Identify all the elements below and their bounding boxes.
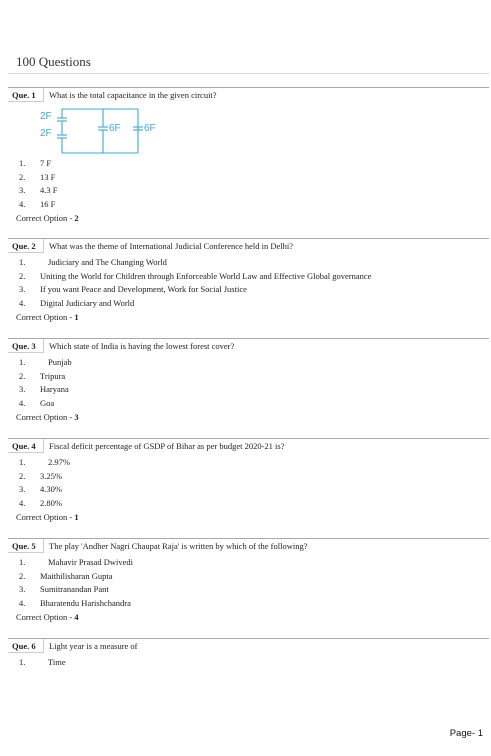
- question-number: Que. 6: [8, 639, 44, 653]
- question-2: [8, 238, 489, 324]
- question-4: [8, 438, 489, 524]
- option: 2. 3.25%: [19, 470, 62, 481]
- option: 3. 4.3 F: [19, 185, 58, 196]
- question-header: [8, 538, 489, 556]
- question-text: Which state of India is having the lowest forest cover?: [49, 341, 235, 351]
- question-text: The play 'Andher Nagri Chaupat Raja' is written by which of the following?: [49, 541, 308, 551]
- page-title: 100 Questions: [16, 54, 91, 69]
- correct-option: Correct Option - 3: [16, 412, 79, 423]
- circuit-diagram: [40, 105, 489, 157]
- option: 2. 13 F: [19, 171, 56, 182]
- question-text: What was the theme of International Judicial Conference held in Delhi?: [49, 241, 294, 251]
- option: 2. Uniting the World for Children through Enforceable World Law and Effective Global governance: [19, 270, 372, 281]
- question-text: Light year is a measure of: [49, 641, 138, 651]
- option: 4. 2.80%: [19, 497, 62, 508]
- option: 2. Maithilisharan Gupta: [19, 570, 113, 581]
- option: 1. Punjab: [19, 357, 72, 367]
- question-number: Que. 5: [8, 539, 44, 553]
- question-6: [8, 638, 489, 670]
- cap-label-1: 2F: [40, 111, 52, 122]
- cap-label-4: 6F: [144, 123, 156, 134]
- option: 2. Tripura: [19, 370, 66, 381]
- question-3: [8, 338, 489, 424]
- question-header: [8, 438, 489, 456]
- title-divider: [8, 73, 489, 74]
- question-header: [8, 338, 489, 356]
- question-5: [8, 538, 489, 624]
- correct-option: Correct Option - 4: [16, 612, 79, 623]
- option: 4. 16 F: [19, 198, 56, 209]
- option: 1. Judiciary and The Changing World: [19, 257, 167, 267]
- question-number: Que. 3: [8, 339, 44, 353]
- circuit-svg: [40, 105, 150, 157]
- option: 1. Time: [19, 657, 66, 667]
- cap-label-3: 6F: [109, 123, 121, 134]
- option: 1. Mahavir Prasad Dwivedi: [19, 557, 133, 567]
- option: 3. If you want Peace and Development, Work for Social Justice: [19, 284, 247, 295]
- correct-option: Correct Option - 1: [16, 512, 79, 523]
- question-header: [8, 638, 489, 656]
- question-number: Que. 4: [8, 439, 44, 453]
- option: 4. Digital Judiciary and World: [19, 297, 135, 308]
- option: 4. Goa: [19, 397, 55, 408]
- correct-option: Correct Option - 2: [16, 213, 79, 224]
- option: 3. 4.30%: [19, 484, 62, 495]
- option: 3. Haryana: [19, 384, 69, 395]
- question-header: [8, 87, 489, 105]
- option: 3. Sumitranandan Pant: [19, 584, 109, 595]
- question-text: What is the total capacitance in the given circuit?: [49, 90, 217, 100]
- question-number: Que. 2: [8, 239, 44, 253]
- option: 4. Bharatendu Harishchandra: [19, 597, 131, 608]
- question-number: Que. 1: [8, 88, 44, 102]
- question-1: [8, 87, 489, 225]
- cap-label-2: 2F: [40, 128, 52, 139]
- question-header: [8, 238, 489, 256]
- question-text: Fiscal deficit percentage of GSDP of Bihar as per budget 2020-21 is?: [49, 441, 285, 451]
- correct-option: Correct Option - 1: [16, 312, 79, 323]
- option: 1. 2.97%: [19, 457, 70, 467]
- page-number: Page- 1: [449, 728, 483, 739]
- option: 1. 7 F: [19, 158, 52, 168]
